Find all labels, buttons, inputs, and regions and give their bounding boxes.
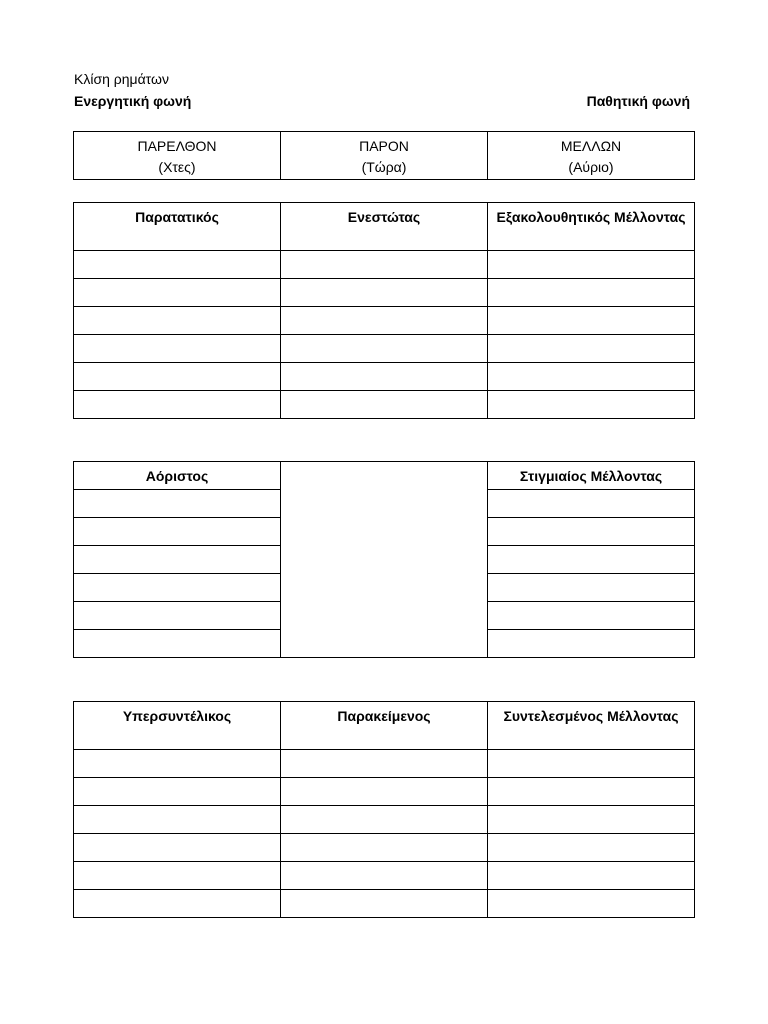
blank-cell[interactable]	[74, 750, 281, 778]
header-cell: Αόριστος	[74, 462, 281, 490]
timeline-past	[74, 132, 281, 180]
tense-table-simple	[73, 461, 695, 658]
blank-cell[interactable]	[74, 363, 281, 391]
blank-cell[interactable]	[488, 391, 695, 419]
blank-cell[interactable]	[488, 834, 695, 862]
table-header-row	[74, 462, 695, 490]
table-row	[74, 834, 695, 862]
table-row	[74, 363, 695, 391]
blank-cell[interactable]	[281, 279, 488, 307]
blank-cell[interactable]	[281, 391, 488, 419]
blank-cell[interactable]	[488, 518, 695, 546]
blank-cell[interactable]	[488, 602, 695, 630]
blank-cell[interactable]	[488, 890, 695, 918]
blank-cell[interactable]	[488, 862, 695, 890]
header-cell: Ενεστώτας	[281, 203, 488, 251]
blank-cell[interactable]	[74, 890, 281, 918]
header-cell: Συντελεσμένος Μέλλοντας	[488, 702, 695, 750]
timeline-label: ΠΑΡΟΝ	[359, 138, 409, 154]
blank-cell[interactable]	[488, 279, 695, 307]
blank-cell[interactable]	[74, 602, 281, 630]
timeline-label: ΜΕΛΛΩΝ	[560, 138, 622, 154]
table-header-row	[74, 702, 695, 750]
timeline-table	[73, 131, 695, 180]
blank-cell[interactable]	[488, 490, 695, 518]
blank-cell[interactable]	[488, 750, 695, 778]
blank-cell[interactable]	[74, 335, 281, 363]
blank-cell[interactable]	[281, 335, 488, 363]
table-header-row	[74, 203, 695, 251]
blank-cell[interactable]	[74, 251, 281, 279]
blank-cell[interactable]	[281, 251, 488, 279]
blank-cell[interactable]	[74, 862, 281, 890]
blank-cell[interactable]	[74, 307, 281, 335]
blank-cell[interactable]	[281, 307, 488, 335]
blank-cell[interactable]	[281, 778, 488, 806]
timeline-sub: (Χτες)	[158, 159, 196, 175]
tense-table-continuous	[73, 202, 695, 419]
blank-cell[interactable]	[488, 778, 695, 806]
table-row	[74, 862, 695, 890]
table-row	[74, 806, 695, 834]
timeline-future	[488, 132, 695, 180]
blank-cell[interactable]	[281, 806, 488, 834]
tense-table-perfect	[73, 701, 695, 918]
timeline-label: ΠΑΡΕΛΘΟΝ	[137, 138, 217, 154]
table-row	[74, 391, 695, 419]
blank-cell[interactable]	[74, 391, 281, 419]
table-row	[74, 335, 695, 363]
table-row	[74, 307, 695, 335]
table-row	[74, 251, 695, 279]
table-row	[74, 890, 695, 918]
header-cell: Παρακείμενος	[281, 702, 488, 750]
blank-cell[interactable]	[488, 363, 695, 391]
blank-cell[interactable]	[74, 279, 281, 307]
blank-cell[interactable]	[488, 251, 695, 279]
blank-cell[interactable]	[74, 518, 281, 546]
blank-cell[interactable]	[281, 862, 488, 890]
timeline-sub: (Τώρα)	[361, 159, 407, 175]
blank-cell[interactable]	[488, 307, 695, 335]
blank-cell[interactable]	[74, 546, 281, 574]
active-voice-label: Ενεργητική φωνή	[74, 93, 192, 109]
blank-cell[interactable]	[281, 834, 488, 862]
blank-cell[interactable]	[488, 335, 695, 363]
blank-cell[interactable]	[74, 574, 281, 602]
blank-cell[interactable]	[488, 574, 695, 602]
header-cell: Υπερσυντέλικος	[74, 702, 281, 750]
header-cell: Στιγμιαίος Μέλλοντας	[488, 462, 695, 490]
table-row	[74, 778, 695, 806]
passive-voice-label: Παθητική φωνή	[586, 93, 690, 109]
header-cell: Παρατατικός	[74, 203, 281, 251]
blank-cell[interactable]	[488, 806, 695, 834]
table-row	[74, 279, 695, 307]
blank-cell[interactable]	[74, 630, 281, 658]
blank-cell[interactable]	[281, 363, 488, 391]
page-title: Κλίση ρημάτων	[74, 71, 169, 87]
blank-cell[interactable]	[74, 834, 281, 862]
blank-cell[interactable]	[281, 890, 488, 918]
merged-middle-cell	[281, 462, 488, 658]
blank-cell[interactable]	[74, 490, 281, 518]
header-cell: Εξακολουθητικός Μέλλοντας	[488, 203, 695, 251]
blank-cell[interactable]	[74, 806, 281, 834]
blank-cell[interactable]	[281, 750, 488, 778]
timeline-present	[281, 132, 488, 180]
blank-cell[interactable]	[74, 778, 281, 806]
blank-cell[interactable]	[488, 630, 695, 658]
blank-cell[interactable]	[488, 546, 695, 574]
timeline-sub: (Αύριο)	[568, 159, 614, 175]
table-row	[74, 750, 695, 778]
